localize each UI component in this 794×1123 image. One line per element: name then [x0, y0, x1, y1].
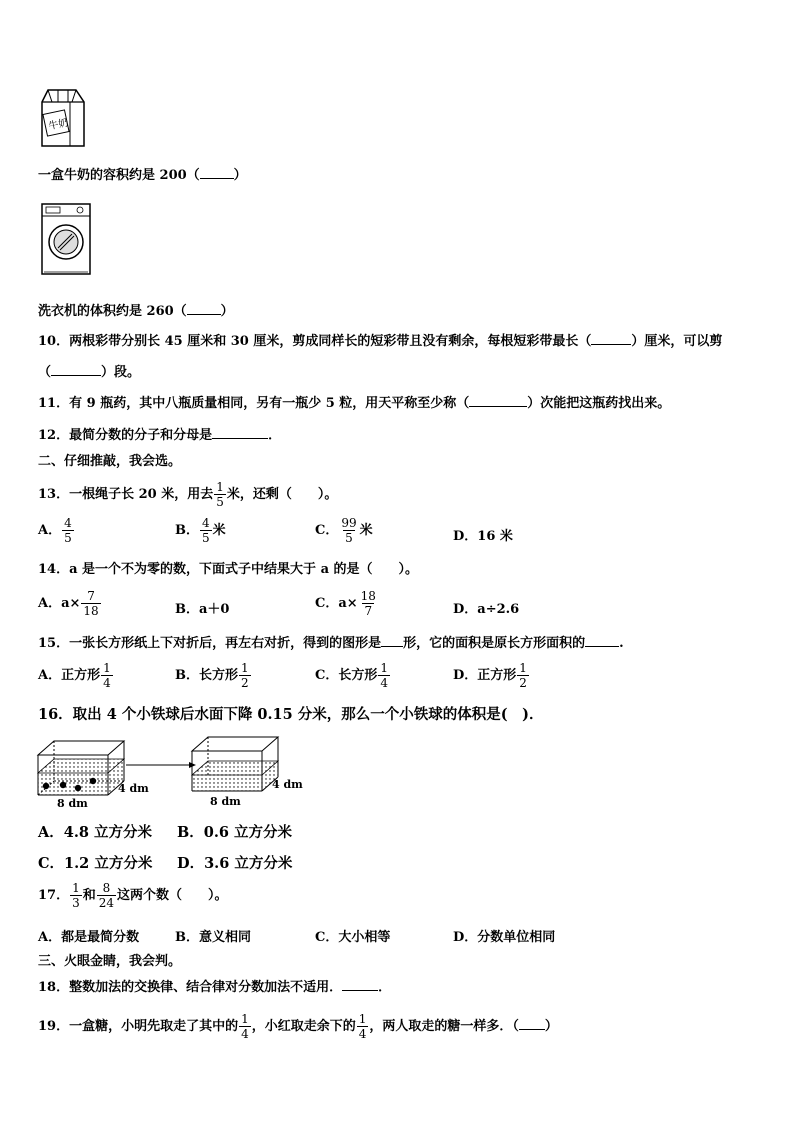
q16-stem: 16．取出 4 个小铁球后水面下降 0.15 分米，那么一个小铁球的体积是( )． [38, 706, 544, 723]
fraction: $\frac{7}{18}$ [83, 589, 99, 618]
q15-option-a[interactable]: A．正方形 $\frac{1}{4}$ [38, 661, 111, 690]
q17-option-b[interactable]: B．意义相同 [175, 930, 251, 945]
q13-option-a[interactable]: A． $\frac{4}{5}$ [38, 516, 72, 545]
q19: 19．一盒糖，小明先取走了其中的 $\frac{1}{4}$ ，小红取走余下的 $\frac{1}{4}$ ，两人取走的糖一样多．（ ） [38, 1012, 558, 1041]
fraction: $\frac{1}{5}$ [216, 480, 224, 509]
q10-line1: 10．两根彩带分别长 45 厘米和 30 厘米，剪成同样长的短彩带且没有剩余，每根短彩带最长（ ）厘米，可以剪 [38, 334, 723, 349]
fraction: $\frac{1}{3}$ [72, 881, 80, 910]
fraction: $\frac{99}{5}$ [341, 516, 357, 545]
iron-ball [60, 782, 66, 788]
fraction: $\frac{1}{2}$ [241, 661, 249, 690]
q17-option-c[interactable]: C．大小相等 [315, 930, 391, 945]
q14-option-c[interactable]: C．a× $\frac{18}{7}$ [315, 589, 376, 618]
answer-blank[interactable] [469, 394, 527, 407]
q12: 12．最简分数的分子和分母是 ． [38, 428, 282, 443]
milk-question: 一盒牛奶的容积约是 200（ ） [38, 168, 247, 183]
q16-option-c[interactable]: C．1.2 立方分米 [38, 855, 153, 872]
q16-option-a[interactable]: A．4.8 立方分米 [38, 824, 153, 841]
q18: 18．整数加法的交换律、结合律对分数加法不适用． ． [38, 980, 392, 995]
q17-option-d[interactable]: D．分数单位相同 [453, 930, 556, 945]
answer-blank[interactable] [591, 332, 631, 345]
iron-ball [75, 785, 81, 791]
answer-blank[interactable] [519, 1017, 545, 1030]
section-2-heading: 二、仔细推敲，我会选。 [38, 454, 182, 469]
fraction: $\frac{18}{7}$ [360, 589, 376, 618]
fraction: $\frac{4}{5}$ [202, 516, 210, 545]
tank-before [38, 741, 124, 795]
tank-width-label-before: 8 dm [57, 797, 88, 810]
q14-option-b[interactable]: B．a＋0 [175, 602, 230, 617]
q13-option-d[interactable]: D．16 米 [453, 529, 513, 544]
tank-after [192, 737, 278, 791]
iron-ball [90, 778, 96, 784]
q14-stem: 14．a 是一个不为零的数，下面式子中结果大于 a 的是（ ）。 [38, 562, 419, 577]
fraction: $\frac{8}{24}$ [98, 881, 115, 910]
q16-option-b[interactable]: B．0.6 立方分米 [177, 824, 293, 841]
fraction: $\frac{4}{5}$ [64, 516, 72, 545]
washer-question: 洗衣机的体积约是 260（ ） [38, 304, 234, 319]
fraction: $\frac{1}{4}$ [358, 1012, 367, 1041]
iron-ball [43, 783, 49, 789]
answer-blank[interactable] [51, 363, 101, 376]
q16-option-d[interactable]: D．3.6 立方分米 [177, 855, 293, 872]
q15-option-d[interactable]: D．正方形 $\frac{1}{2}$ [453, 661, 527, 690]
tank-width-label-after: 8 dm [210, 795, 241, 808]
answer-blank[interactable] [381, 634, 403, 647]
answer-blank[interactable] [187, 302, 221, 315]
washing-machine-image [38, 200, 94, 276]
fraction: $\frac{1}{4}$ [241, 1012, 249, 1041]
fraction: $\frac{1}{4}$ [103, 661, 111, 690]
tank-depth-label-before: 4 dm [118, 782, 149, 795]
tank-depth-label-after: 4 dm [272, 778, 303, 791]
q13-option-b[interactable]: B． $\frac{4}{5}$ 米 [175, 516, 226, 545]
section-3-heading: 三、火眼金睛，我会判。 [38, 954, 182, 969]
q15-stem: 15．一张长方形纸上下对折后，再左右对折，得到的图形是 形，它的面积是原长方形面积的 . [38, 636, 624, 651]
answer-blank[interactable] [585, 634, 619, 647]
q11: 11．有 9 瓶药，其中八瓶质量相同，另有一瓶少 5 粒，用天平称至少称（ ）次能把这瓶药找出来。 [38, 396, 671, 411]
answer-blank[interactable] [200, 166, 234, 179]
answer-blank[interactable] [342, 978, 378, 991]
fraction: $\frac{1}{2}$ [519, 661, 527, 690]
milk-carton-image [38, 88, 90, 150]
q10-line2: （ ）段。 [38, 365, 141, 380]
arrow-right-icon [126, 762, 196, 768]
q14-option-d[interactable]: D．a÷2.6 [453, 602, 520, 617]
q15-option-b[interactable]: B．长方形 $\frac{1}{2}$ [175, 661, 249, 690]
q17-stem: 17． $\frac{1}{3}$ 和 $\frac{8}{24}$ 这两个数（ ）。 [38, 881, 228, 910]
fraction: $\frac{1}{4}$ [380, 661, 388, 690]
q13-option-c[interactable]: C． $\frac{99}{5}$ 米 [315, 516, 373, 545]
carton-label: 牛奶 [47, 117, 70, 133]
q15-option-c[interactable]: C．长方形 $\frac{1}{4}$ [315, 661, 388, 690]
q17-option-a[interactable]: A．都是最简分数 [38, 930, 140, 945]
answer-blank[interactable] [212, 426, 268, 439]
q14-option-a[interactable]: A．a× $\frac{7}{18}$ [38, 589, 99, 618]
q13-stem: 13．一根绳子长 20 米，用去 $\frac{1}{5}$ 米，还剩（ ）。 [38, 480, 338, 509]
